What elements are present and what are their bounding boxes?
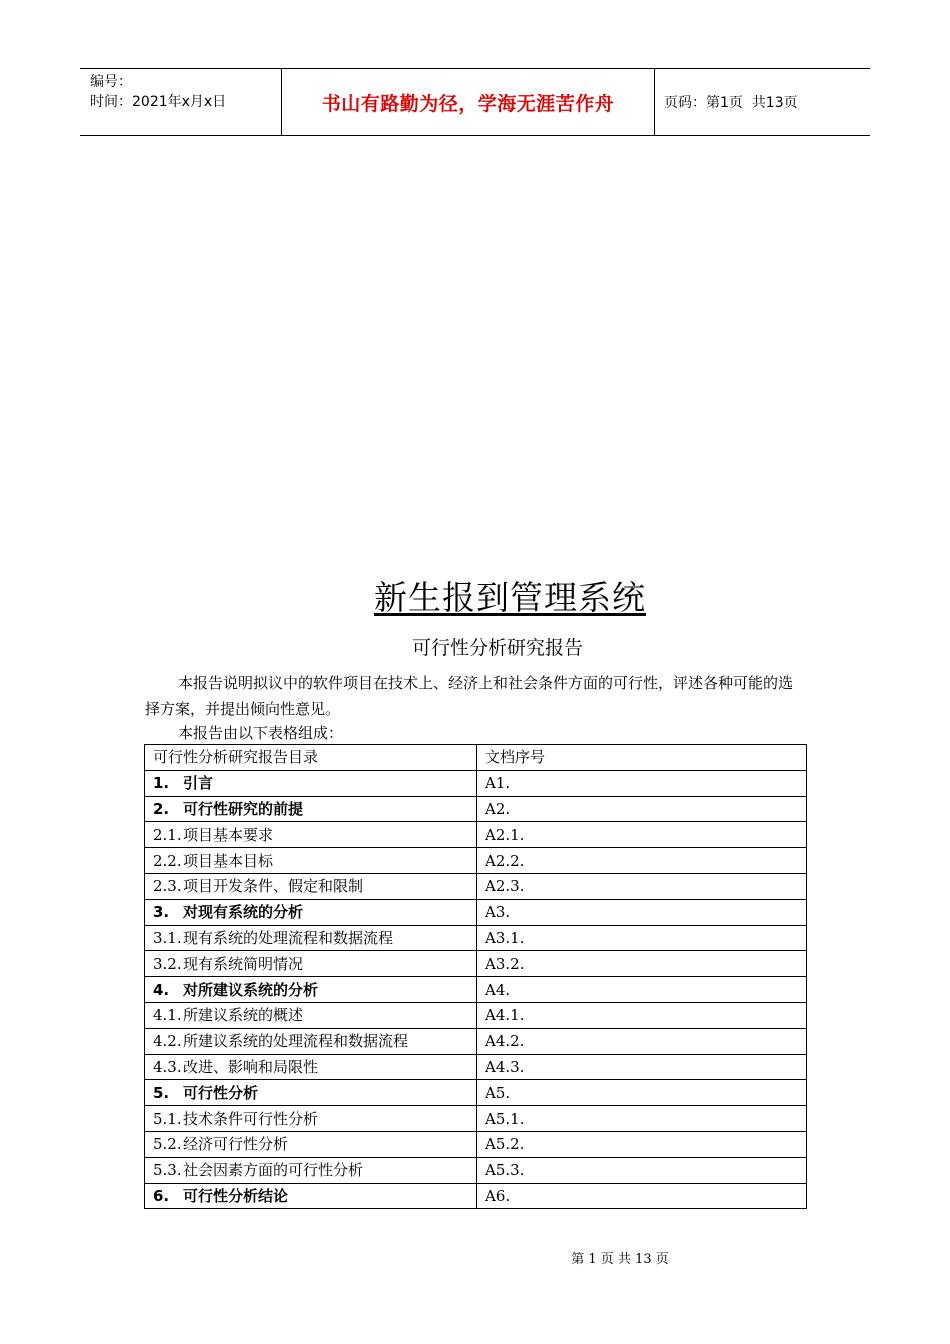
toc-entry-number: 2. xyxy=(153,799,170,818)
toc-entry-code: A6. xyxy=(477,1183,807,1209)
toc-body xyxy=(145,770,807,1209)
toc-entry-title xyxy=(145,848,477,874)
table-row xyxy=(145,1131,807,1157)
toc-entry-title xyxy=(145,1080,477,1106)
toc-entry-text: 可行性分析 xyxy=(183,1083,259,1102)
toc-header-row xyxy=(145,745,807,771)
toc-entry-text: 可行性分析结论 xyxy=(183,1186,289,1205)
toc-entry-code: A2.3. xyxy=(477,873,807,899)
document-subtitle: 可行性分析研究报告 xyxy=(411,637,583,659)
toc-entry-text: 对所建议系统的分析 xyxy=(183,980,319,999)
toc-entry-number: 2.2. xyxy=(153,851,182,870)
toc-entry-number: 5. xyxy=(153,1083,170,1102)
toc-entry-code: A2.1. xyxy=(477,822,807,848)
toc-entry-title xyxy=(145,1131,477,1157)
toc-entry-code: A2. xyxy=(477,796,807,822)
toc-entry-number: 4.2. xyxy=(153,1032,182,1051)
toc-entry-code: A3.2. xyxy=(477,951,807,977)
toc-entry-number: 4. xyxy=(153,980,170,999)
toc-header-title: 可行性分析研究报告目录 xyxy=(145,745,477,771)
toc-entry-number: 5.1. xyxy=(153,1109,182,1128)
table-row xyxy=(145,848,807,874)
toc-entry-text: 对现有系统的分析 xyxy=(183,903,304,922)
toc-entry-title xyxy=(145,822,477,848)
number-label: 编号： xyxy=(90,74,132,90)
table-row xyxy=(145,977,807,1003)
toc-entry-number: 3. xyxy=(153,903,170,922)
toc-entry-code: A1. xyxy=(477,770,807,796)
toc-entry-code: A5.2. xyxy=(477,1131,807,1157)
toc-header-code: 文档序号 xyxy=(477,745,807,771)
table-row xyxy=(145,873,807,899)
toc-entry-title xyxy=(145,925,477,951)
table-row xyxy=(145,822,807,848)
toc-entry-title xyxy=(145,951,477,977)
table-row xyxy=(145,951,807,977)
toc-entry-number: 1. xyxy=(153,774,170,793)
toc-entry-number: 6. xyxy=(153,1186,170,1205)
toc-entry-number: 2.3. xyxy=(153,877,182,896)
toc-entry-code: A4. xyxy=(477,977,807,1003)
toc-entry-title xyxy=(145,796,477,822)
table-intro: 本报告由以下表格组成： xyxy=(178,724,344,742)
header-motto: 书山有路勤为径，学海无涯苦作舟 xyxy=(282,69,655,135)
toc-entry-code: A5.1. xyxy=(477,1106,807,1132)
table-row xyxy=(145,770,807,796)
table-row xyxy=(145,1157,807,1183)
toc-entry-title xyxy=(145,1157,477,1183)
intro-paragraph: 本报告说明拟议中的软件项目在技术上、经济上和社会条件方面的可行性，评述各种可能的选择方案，并提出倾向性意见。 xyxy=(145,674,794,718)
toc-entry-code: A4.1. xyxy=(477,1002,807,1028)
toc-entry-text: 经济可行性分析 xyxy=(183,1135,289,1154)
toc-entry-title xyxy=(145,977,477,1003)
toc-entry-number: 5.2. xyxy=(153,1135,182,1154)
toc-entry-title xyxy=(145,1183,477,1209)
toc-entry-number: 3.1. xyxy=(153,928,182,947)
toc-entry-title xyxy=(145,899,477,925)
toc-entry-title xyxy=(145,873,477,899)
toc-entry-text: 项目基本目标 xyxy=(183,851,274,870)
toc-entry-code: A5. xyxy=(477,1080,807,1106)
toc-entry-number: 4.3. xyxy=(153,1057,182,1076)
toc-entry-title xyxy=(145,1054,477,1080)
toc-entry-code: A2.2. xyxy=(477,848,807,874)
table-row xyxy=(145,1028,807,1054)
table-row xyxy=(145,1002,807,1028)
toc-entry-number: 4.1. xyxy=(153,1006,182,1025)
table-row xyxy=(145,1183,807,1209)
toc-entry-number: 3.2. xyxy=(153,954,182,973)
toc-entry-number: 5.3. xyxy=(153,1161,182,1180)
toc-table xyxy=(144,744,807,1209)
time-label: 时间：2021年x月x日 xyxy=(90,94,227,110)
table-row xyxy=(145,899,807,925)
table-row xyxy=(145,925,807,951)
toc-entry-text: 引言 xyxy=(183,774,214,793)
footer-page-number: 第 1 页 共 13 页 xyxy=(571,1252,669,1267)
toc-entry-text: 改进、影响和局限性 xyxy=(183,1057,319,1076)
toc-entry-code: A3.1. xyxy=(477,925,807,951)
table-row xyxy=(145,1054,807,1080)
toc-entry-text: 社会因素方面的可行性分析 xyxy=(183,1161,364,1180)
table-row xyxy=(145,1080,807,1106)
header-meta xyxy=(80,69,282,135)
table-row xyxy=(145,1106,807,1132)
page-header xyxy=(80,68,870,136)
toc-entry-text: 项目开发条件、假定和限制 xyxy=(183,877,364,896)
toc-entry-text: 可行性研究的前提 xyxy=(183,799,304,818)
toc-entry-text: 所建议系统的处理流程和数据流程 xyxy=(183,1032,409,1051)
header-page xyxy=(655,69,870,135)
toc-entry-title xyxy=(145,1028,477,1054)
toc-entry-code: A5.3. xyxy=(477,1157,807,1183)
page-footer xyxy=(0,1248,950,1267)
toc-entry-title xyxy=(145,1106,477,1132)
header-page-label: 页码：第1页 共13页 xyxy=(664,95,798,111)
toc-entry-text: 项目基本要求 xyxy=(183,825,274,844)
toc-entry-text: 现有系统的处理流程和数据流程 xyxy=(183,928,394,947)
toc-entry-text: 所建议系统的概述 xyxy=(183,1006,304,1025)
toc-entry-title xyxy=(145,770,477,796)
table-row xyxy=(145,796,807,822)
toc-entry-number: 2.1. xyxy=(153,825,182,844)
toc-entry-title xyxy=(145,1002,477,1028)
toc-entry-code: A4.2. xyxy=(477,1028,807,1054)
toc-entry-code: A3. xyxy=(477,899,807,925)
document-title: 新生报到管理系统 xyxy=(374,578,646,617)
toc-entry-text: 技术条件可行性分析 xyxy=(183,1109,319,1128)
toc-entry-text: 现有系统简明情况 xyxy=(183,954,304,973)
toc-entry-code: A4.3. xyxy=(477,1054,807,1080)
